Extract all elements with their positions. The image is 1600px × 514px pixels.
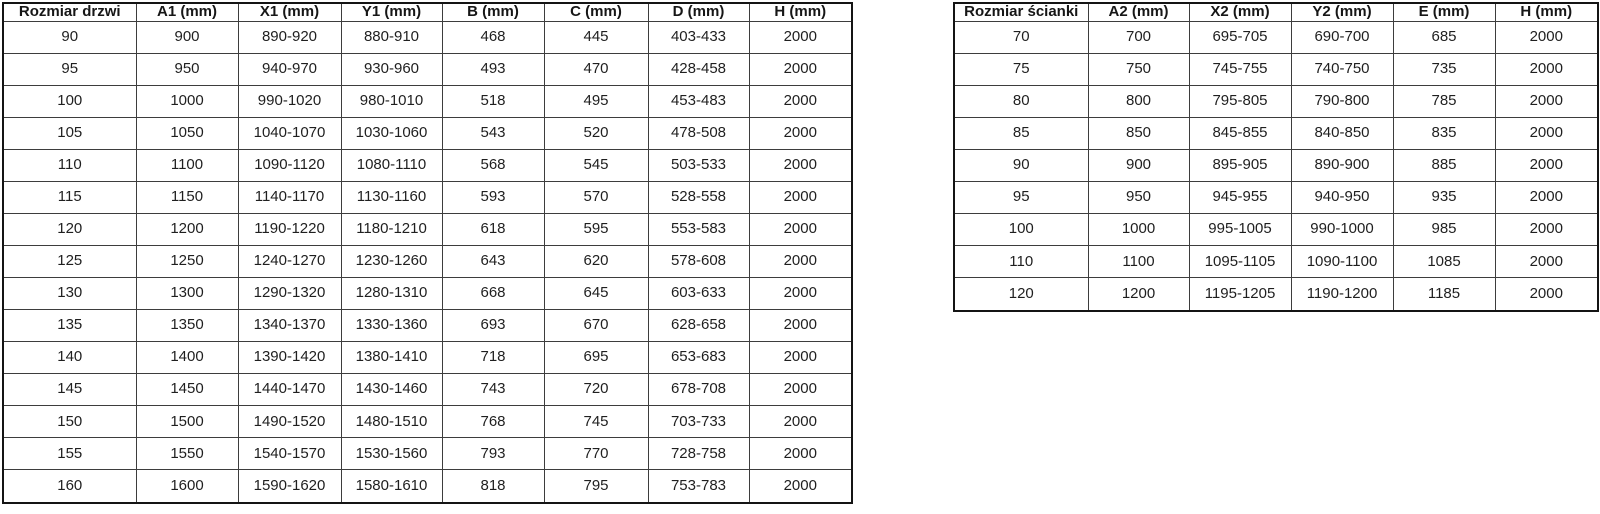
column-header: H (mm) (1495, 3, 1598, 21)
table-cell: 90 (954, 149, 1088, 181)
table-cell: 1000 (1088, 214, 1189, 246)
table-cell: 940-950 (1291, 182, 1393, 214)
table-cell: 1430-1460 (341, 374, 442, 406)
table-cell: 735 (1393, 53, 1495, 85)
table-cell: 1200 (1088, 278, 1189, 311)
column-header: Rozmiar drzwi (3, 3, 136, 21)
table-row (3, 374, 852, 406)
table-cell: 1380-1410 (341, 342, 442, 374)
table-cell: 935 (1393, 182, 1495, 214)
table-cell: 1290-1320 (238, 278, 341, 310)
table-cell: 845-855 (1189, 117, 1291, 149)
table-row (3, 149, 852, 181)
table-cell: 2000 (749, 342, 852, 374)
column-header: X1 (mm) (238, 3, 341, 21)
table-row (3, 53, 852, 85)
table-row (3, 310, 852, 342)
table-cell: 1330-1360 (341, 310, 442, 342)
table-cell: 645 (544, 278, 648, 310)
table-cell: 1185 (1393, 278, 1495, 311)
table-cell: 125 (3, 245, 136, 277)
table-cell: 2000 (749, 374, 852, 406)
table-cell: 930-960 (341, 53, 442, 85)
table-row (3, 438, 852, 470)
table-cell: 95 (3, 53, 136, 85)
table-cell: 1400 (136, 342, 238, 374)
table-cell: 1050 (136, 117, 238, 149)
table-cell: 1480-1510 (341, 406, 442, 438)
table-cell: 685 (1393, 21, 1495, 53)
table-cell: 155 (3, 438, 136, 470)
table-cell: 653-683 (648, 342, 749, 374)
table-cell: 728-758 (648, 438, 749, 470)
table-row (954, 182, 1598, 214)
table-cell: 985 (1393, 214, 1495, 246)
table-cell: 835 (1393, 117, 1495, 149)
table-row (3, 278, 852, 310)
table-cell: 690-700 (1291, 21, 1393, 53)
table-cell: 2000 (749, 149, 852, 181)
table-cell: 1250 (136, 245, 238, 277)
table-cell: 678-708 (648, 374, 749, 406)
table-cell: 800 (1088, 85, 1189, 117)
column-header: X2 (mm) (1189, 3, 1291, 21)
table-cell: 453-483 (648, 85, 749, 117)
table-cell: 568 (442, 149, 544, 181)
table-cell: 880-910 (341, 21, 442, 53)
table-cell: 743 (442, 374, 544, 406)
table-cell: 2000 (1495, 149, 1598, 181)
table-cell: 130 (3, 278, 136, 310)
table-cell: 1190-1200 (1291, 278, 1393, 311)
table-row (3, 181, 852, 213)
table-cell: 595 (544, 213, 648, 245)
table-cell: 160 (3, 470, 136, 503)
table-row (954, 117, 1598, 149)
table-row (3, 245, 852, 277)
table-cell: 100 (3, 85, 136, 117)
table-cell: 80 (954, 85, 1088, 117)
column-header: Rozmiar ścianki (954, 3, 1088, 21)
table-cell: 753-783 (648, 470, 749, 503)
table-cell: 900 (1088, 149, 1189, 181)
table-cell: 750 (1088, 53, 1189, 85)
table-cell: 470 (544, 53, 648, 85)
header-row (3, 3, 852, 21)
table-cell: 890-920 (238, 21, 341, 53)
table-cell: 150 (3, 406, 136, 438)
table-row (3, 470, 852, 503)
column-header: D (mm) (648, 3, 749, 21)
table-cell: 790-800 (1291, 85, 1393, 117)
table-cell: 990-1000 (1291, 214, 1393, 246)
table-cell: 620 (544, 245, 648, 277)
table-cell: 85 (954, 117, 1088, 149)
table-cell: 1100 (1088, 246, 1189, 278)
table-cell: 950 (136, 53, 238, 85)
table-cell: 95 (954, 182, 1088, 214)
table-cell: 1230-1260 (341, 245, 442, 277)
table-cell: 553-583 (648, 213, 749, 245)
table-cell: 478-508 (648, 117, 749, 149)
table-cell: 120 (954, 278, 1088, 311)
table-cell: 980-1010 (341, 85, 442, 117)
table-cell: 703-733 (648, 406, 749, 438)
column-header: B (mm) (442, 3, 544, 21)
table-row (954, 149, 1598, 181)
column-header: H (mm) (749, 3, 852, 21)
table-cell: 493 (442, 53, 544, 85)
table-cell: 770 (544, 438, 648, 470)
table-cell: 668 (442, 278, 544, 310)
table-cell: 1040-1070 (238, 117, 341, 149)
table-cell: 628-658 (648, 310, 749, 342)
table-cell: 2000 (749, 406, 852, 438)
table-cell: 795-805 (1189, 85, 1291, 117)
table-cell: 890-900 (1291, 149, 1393, 181)
table-cell: 1530-1560 (341, 438, 442, 470)
table-cell: 2000 (1495, 117, 1598, 149)
header-row (954, 3, 1598, 21)
table-cell: 700 (1088, 21, 1189, 53)
table-cell: 518 (442, 85, 544, 117)
table-cell: 2000 (749, 21, 852, 53)
table-cell: 2000 (749, 470, 852, 503)
table-cell: 520 (544, 117, 648, 149)
table-cell: 1340-1370 (238, 310, 341, 342)
table-row (3, 342, 852, 374)
wall-panel-sizes-table (953, 2, 1599, 312)
table-cell: 618 (442, 213, 544, 245)
table-cell: 403-433 (648, 21, 749, 53)
table-cell: 2000 (749, 117, 852, 149)
table-cell: 468 (442, 21, 544, 53)
table-cell: 1450 (136, 374, 238, 406)
table-row (3, 21, 852, 53)
table-cell: 2000 (1495, 246, 1598, 278)
table-cell: 1580-1610 (341, 470, 442, 503)
table-cell: 1350 (136, 310, 238, 342)
table-cell: 570 (544, 181, 648, 213)
table-cell: 740-750 (1291, 53, 1393, 85)
table-cell: 1195-1205 (1189, 278, 1291, 311)
table-cell: 2000 (749, 53, 852, 85)
table-cell: 745 (544, 406, 648, 438)
table-cell: 115 (3, 181, 136, 213)
table-cell: 120 (3, 213, 136, 245)
table-cell: 720 (544, 374, 648, 406)
table-cell: 1540-1570 (238, 438, 341, 470)
table-row (3, 85, 852, 117)
column-header: E (mm) (1393, 3, 1495, 21)
table-cell: 1095-1105 (1189, 246, 1291, 278)
table-row (954, 246, 1598, 278)
table-cell: 840-850 (1291, 117, 1393, 149)
table-cell: 643 (442, 245, 544, 277)
column-header: C (mm) (544, 3, 648, 21)
table-cell: 950 (1088, 182, 1189, 214)
table-cell: 1440-1470 (238, 374, 341, 406)
column-header: A2 (mm) (1088, 3, 1189, 21)
table-cell: 2000 (1495, 21, 1598, 53)
table-cell: 145 (3, 374, 136, 406)
table-cell: 1030-1060 (341, 117, 442, 149)
table-cell: 1080-1110 (341, 149, 442, 181)
table-cell: 768 (442, 406, 544, 438)
table-cell: 895-905 (1189, 149, 1291, 181)
column-header: Y1 (mm) (341, 3, 442, 21)
table-cell: 75 (954, 53, 1088, 85)
table-cell: 1240-1270 (238, 245, 341, 277)
table-cell: 90 (3, 21, 136, 53)
table-cell: 795 (544, 470, 648, 503)
table-cell: 670 (544, 310, 648, 342)
table-cell: 2000 (749, 213, 852, 245)
column-header: Y2 (mm) (1291, 3, 1393, 21)
table-cell: 940-970 (238, 53, 341, 85)
table-cell: 140 (3, 342, 136, 374)
table-cell: 1090-1120 (238, 149, 341, 181)
table-cell: 945-955 (1189, 182, 1291, 214)
table-cell: 1140-1170 (238, 181, 341, 213)
table-cell: 528-558 (648, 181, 749, 213)
table-cell: 2000 (749, 85, 852, 117)
table-cell: 2000 (1495, 85, 1598, 117)
table-cell: 110 (954, 246, 1088, 278)
table-cell: 2000 (749, 438, 852, 470)
table-cell: 1500 (136, 406, 238, 438)
table-cell: 578-608 (648, 245, 749, 277)
table-cell: 695-705 (1189, 21, 1291, 53)
table-cell: 885 (1393, 149, 1495, 181)
table-cell: 1190-1220 (238, 213, 341, 245)
table-cell: 1550 (136, 438, 238, 470)
table-cell: 1590-1620 (238, 470, 341, 503)
column-header: A1 (mm) (136, 3, 238, 21)
table-row (954, 53, 1598, 85)
table-cell: 545 (544, 149, 648, 181)
table-cell: 2000 (749, 181, 852, 213)
table-cell: 603-633 (648, 278, 749, 310)
table-cell: 1000 (136, 85, 238, 117)
table-cell: 1200 (136, 213, 238, 245)
table-cell: 445 (544, 21, 648, 53)
table-cell: 1600 (136, 470, 238, 503)
table-cell: 695 (544, 342, 648, 374)
table-cell: 70 (954, 21, 1088, 53)
table-cell: 1280-1310 (341, 278, 442, 310)
table-cell: 2000 (749, 278, 852, 310)
table-cell: 1150 (136, 181, 238, 213)
table-row (954, 85, 1598, 117)
table-cell: 1090-1100 (1291, 246, 1393, 278)
table-cell: 818 (442, 470, 544, 503)
table-cell: 593 (442, 181, 544, 213)
table-cell: 745-755 (1189, 53, 1291, 85)
table-cell: 995-1005 (1189, 214, 1291, 246)
table-cell: 2000 (1495, 182, 1598, 214)
table-cell: 135 (3, 310, 136, 342)
table-cell: 718 (442, 342, 544, 374)
table-cell: 503-533 (648, 149, 749, 181)
table-row (954, 278, 1598, 311)
table-cell: 105 (3, 117, 136, 149)
table-cell: 793 (442, 438, 544, 470)
table-cell: 495 (544, 85, 648, 117)
table-row (954, 214, 1598, 246)
table-cell: 543 (442, 117, 544, 149)
table-cell: 785 (1393, 85, 1495, 117)
table-cell: 110 (3, 149, 136, 181)
table-row (3, 406, 852, 438)
table-cell: 1180-1210 (341, 213, 442, 245)
table-row (954, 21, 1598, 53)
table-cell: 1490-1520 (238, 406, 341, 438)
table-cell: 900 (136, 21, 238, 53)
table-cell: 2000 (749, 245, 852, 277)
table-cell: 1300 (136, 278, 238, 310)
table-cell: 990-1020 (238, 85, 341, 117)
table-cell: 100 (954, 214, 1088, 246)
table-cell: 1130-1160 (341, 181, 442, 213)
table-cell: 2000 (1495, 214, 1598, 246)
table-cell: 850 (1088, 117, 1189, 149)
table-row (3, 213, 852, 245)
table-cell: 1100 (136, 149, 238, 181)
table-cell: 2000 (1495, 278, 1598, 311)
table-cell: 693 (442, 310, 544, 342)
table-cell: 2000 (749, 310, 852, 342)
door-sizes-table (2, 2, 853, 504)
table-row (3, 117, 852, 149)
table-cell: 428-458 (648, 53, 749, 85)
table-cell: 1085 (1393, 246, 1495, 278)
table-cell: 2000 (1495, 53, 1598, 85)
table-cell: 1390-1420 (238, 342, 341, 374)
